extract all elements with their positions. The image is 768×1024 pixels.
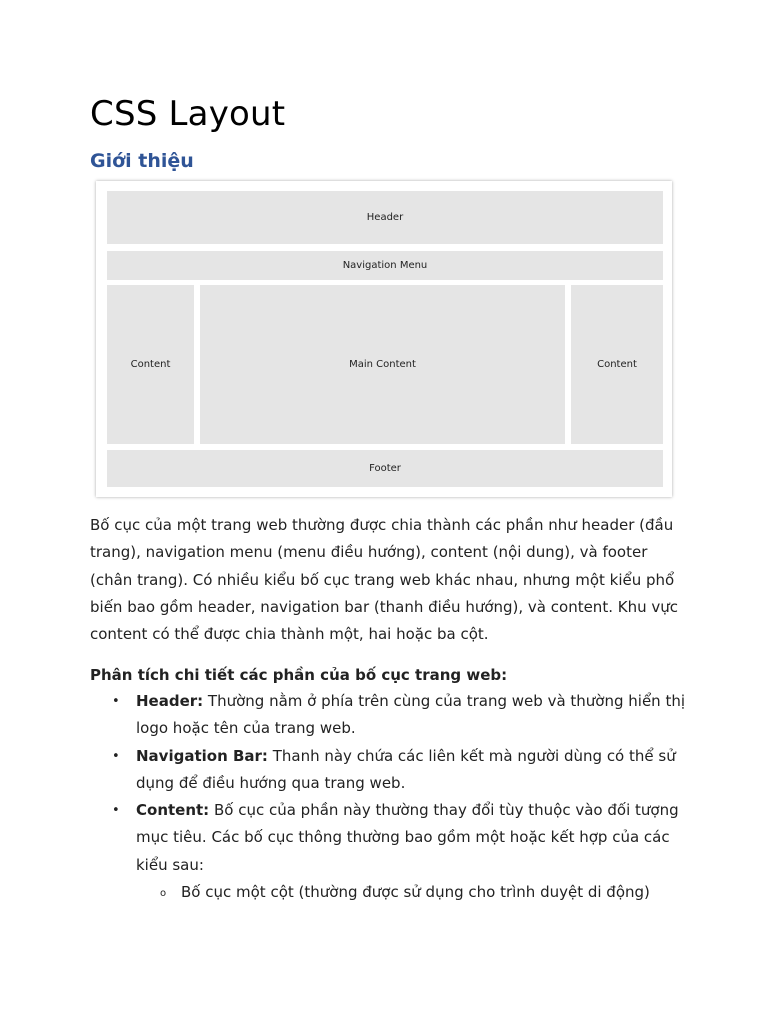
diagram-main-content-box: Main Content xyxy=(200,285,565,444)
section-subtitle: Giới thiệu xyxy=(90,150,194,172)
analysis-list xyxy=(90,688,690,906)
list-item xyxy=(90,688,690,743)
diagram-nav-box: Navigation Menu xyxy=(107,251,663,280)
bullet-icon: • xyxy=(112,748,120,764)
diagram-left-content-box: Content xyxy=(107,285,194,444)
list-item-text: Bố cục của phần này thường thay đổi tùy thuộc vào đối tượng mục tiêu. Các bố cục thông thường bao gồm một hoặc kết hợp của các kiểu sau: xyxy=(136,801,679,874)
bullet-icon: • xyxy=(112,803,120,819)
bullet-icon: • xyxy=(112,694,120,709)
analysis-heading: Phân tích chi tiết các phần của bố cục trang web: xyxy=(90,666,508,684)
list-item-text: Thường nằm ở phía trên cùng của trang web và thường hiển thị logo hoặc tên của trang web. xyxy=(136,692,686,738)
sublist-item-text: Bố cục một cột (thường được sử dụng cho trình duyệt di động) xyxy=(181,883,650,902)
intro-paragraph: Bố cục của một trang web thường được chia thành các phần như header (đầu trang), navigation menu (menu điều hướng), content (nội dung), và footer (chân trang). Có nhiều kiểu bố cục trang web khác nhau, nhưng một kiểu phổ biến bao gồm header, navigation bar (thanh điều hướng), và content. Khu vực content có thể được chia thành một, hai hoặc ba cột. xyxy=(90,516,678,644)
sublist-item xyxy=(136,879,690,906)
diagram-footer-box: Footer xyxy=(107,450,663,487)
list-item-term: Navigation Bar: xyxy=(136,746,268,765)
page-title: CSS Layout xyxy=(90,94,286,134)
list-item xyxy=(90,743,690,798)
list-item-term: Content: xyxy=(136,801,210,820)
list-item-term: Header: xyxy=(136,692,204,710)
diagram-header-box: Header xyxy=(107,191,663,244)
diagram-right-content-box: Content xyxy=(571,285,663,444)
document-page xyxy=(90,92,690,174)
circle-bullet-icon: o xyxy=(160,888,167,900)
intro-paragraph-container xyxy=(90,512,690,648)
layout-diagram-figure xyxy=(96,181,672,497)
list-item xyxy=(90,797,690,906)
list-item-text: Thanh này chứa các liên kết mà người dùng có thể sử dụng để điều hướng qua trang web. xyxy=(136,746,676,792)
content-sublist xyxy=(136,879,690,906)
